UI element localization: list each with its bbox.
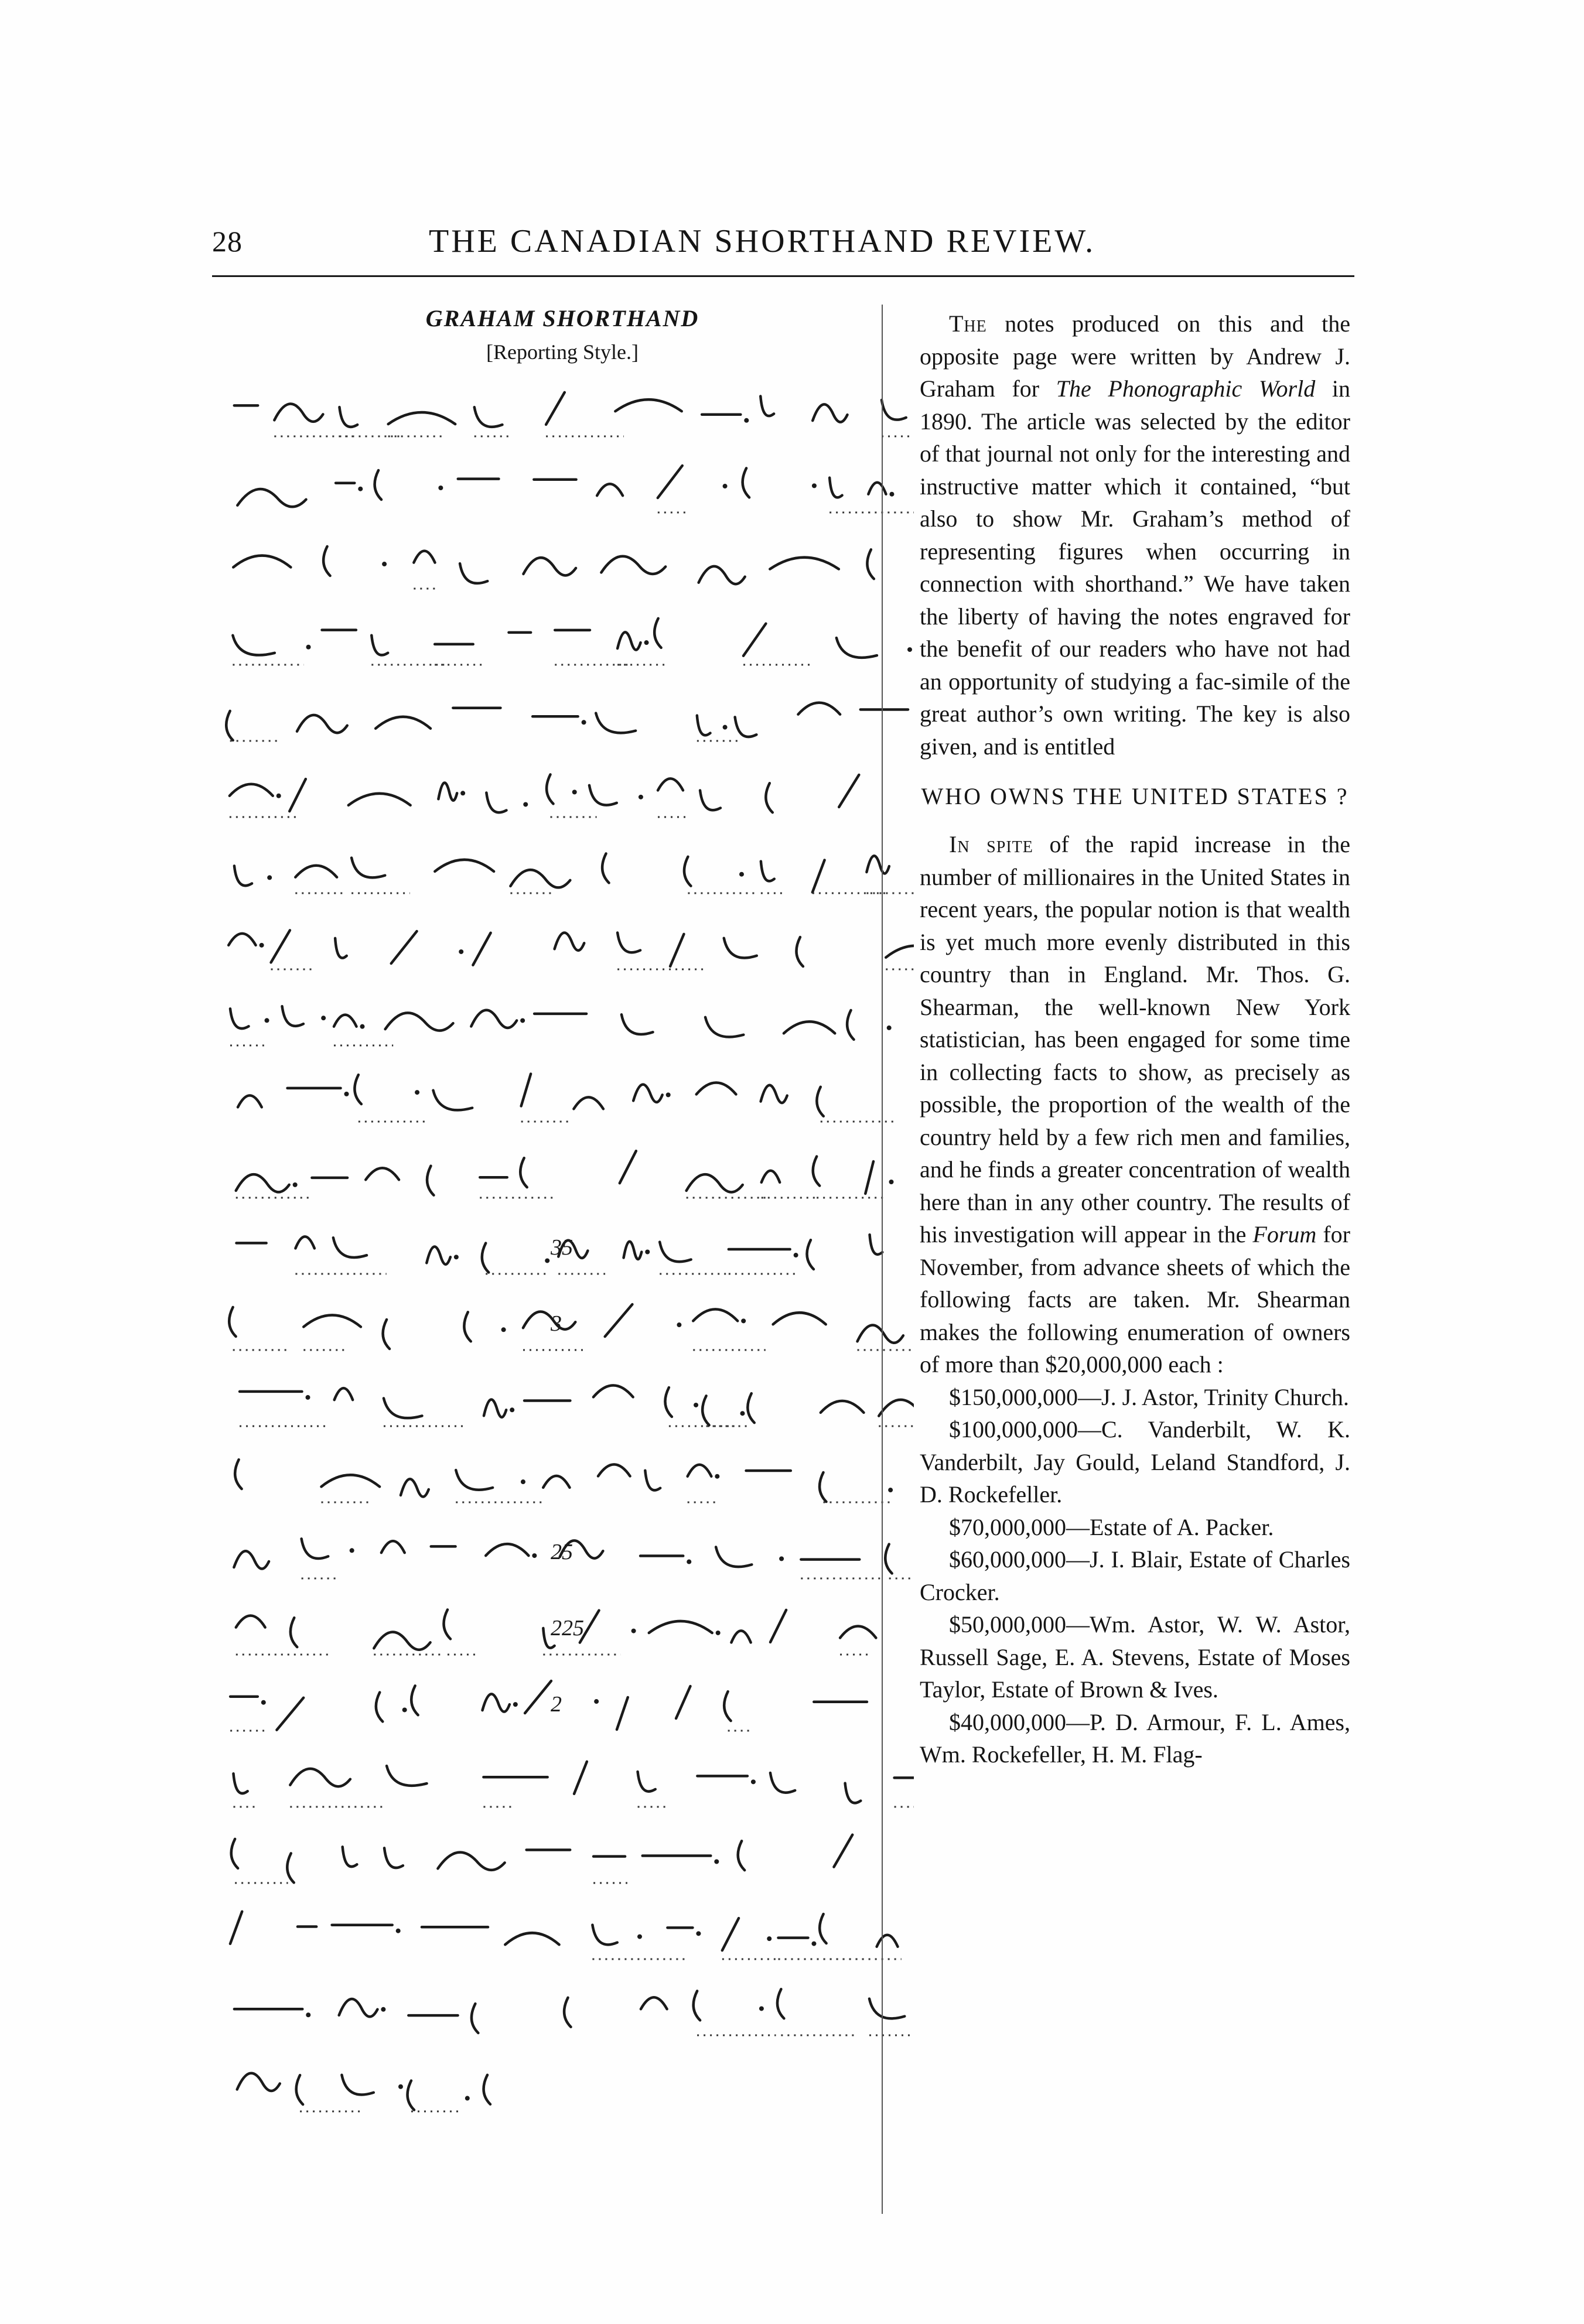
shorthand-stroke <box>349 794 411 805</box>
shorthand-stroke <box>474 407 503 427</box>
shorthand-stroke <box>684 857 691 886</box>
shorthand-stroke <box>649 1621 712 1633</box>
shorthand-stroke <box>342 2075 373 2095</box>
shorthand-stroke <box>234 866 252 886</box>
shorthand-stroke <box>484 1400 506 1417</box>
shorthand-stroke <box>426 1247 450 1264</box>
shorthand-stroke <box>796 937 803 966</box>
shorthand-dot <box>501 1327 506 1332</box>
shorthand-dot <box>677 1322 681 1327</box>
shorthand-stroke <box>743 624 766 656</box>
shorthand-stroke <box>705 1017 743 1037</box>
shorthand-dot <box>694 1403 698 1407</box>
owner-list-item: $60,000,000—J. I. Blair, Estate of Charles Crocker. <box>920 1546 1350 1605</box>
shorthand-stroke <box>761 862 774 881</box>
shorthand-stroke <box>482 1243 489 1272</box>
shorthand-dot <box>594 1699 599 1704</box>
shorthand-stroke <box>456 1470 493 1490</box>
shorthand-stroke <box>333 1238 367 1257</box>
shorthand-stroke <box>303 1315 361 1327</box>
shorthand-stroke <box>295 1236 314 1248</box>
shorthand-stroke <box>274 404 323 422</box>
shorthand-dot <box>344 1092 349 1096</box>
shorthand-stroke <box>229 1307 235 1337</box>
shorthand-stroke <box>867 549 873 579</box>
shorthand-dot <box>907 647 912 652</box>
shorthand-stroke <box>271 930 290 962</box>
shorthand-stroke <box>722 1918 739 1950</box>
shorthand-stroke <box>813 404 847 422</box>
owner-list-item: $100,000,000—C. Vanderbilt, W. K. Vanderbilt, Jay Gould, Leland Standford, J. D. Rockefeller. <box>920 1416 1350 1508</box>
shorthand-stroke <box>414 551 435 563</box>
shorthand-dot <box>350 1548 354 1553</box>
body-text: of the rapid increase in the number of millionaires in the United States in recent years, the popular notion is that wealth is yet much more evenly distributed in this country than in England. Mr. Thos. G. Shearman, the well-known New York statistician, has been engaged for some time in collecting facts to show, as precisely as possible, the proportion of the wealth of the country held by a few rich men and families, and he finds a greater concentration of wealth here than in any other country. The results of his investigation will appear in the <box>920 831 1351 1248</box>
shorthand-stroke <box>547 774 553 804</box>
shorthand-stroke <box>236 1174 289 1192</box>
shorthand-stroke <box>834 1835 852 1867</box>
shorthand-stroke <box>471 1010 517 1028</box>
shorthand-stroke <box>858 1325 903 1343</box>
shorthand-dot <box>521 1479 525 1484</box>
shorthand-stroke <box>296 2075 303 2104</box>
shorthand-stroke <box>435 860 494 872</box>
shorthand-dot <box>415 1090 419 1095</box>
shorthand-stroke <box>334 1388 353 1400</box>
shorthand-stroke <box>546 392 565 425</box>
shorthand-dot <box>794 1253 798 1257</box>
shorthand-stroke <box>521 1074 531 1106</box>
shorthand-stroke <box>523 1311 575 1329</box>
shorthand-stroke <box>697 1082 736 1094</box>
shorthand-stroke <box>738 1841 745 1870</box>
shorthand-dot <box>572 790 577 794</box>
shorthand-stroke <box>574 1762 587 1794</box>
column-divider <box>882 305 883 2214</box>
intro-paragraph <box>920 307 1350 763</box>
intro-lead: The <box>949 310 987 337</box>
shorthand-stroke <box>798 703 840 715</box>
shorthand-stroke <box>885 1544 892 1573</box>
shorthand-dot <box>687 1560 691 1564</box>
shorthand-stroke <box>845 1783 861 1803</box>
shorthand-stroke <box>658 466 682 498</box>
shorthand-stroke <box>615 399 681 411</box>
shorthand-stroke <box>766 783 772 812</box>
shorthand-stroke <box>624 1242 642 1259</box>
shorthand-stroke <box>444 1609 450 1639</box>
shorthand-stroke <box>821 1401 864 1413</box>
shorthand-dot <box>888 1488 893 1492</box>
shorthand-stroke <box>302 1539 329 1559</box>
shorthand-dot <box>740 1411 745 1416</box>
shorthand-stroke <box>381 1541 405 1553</box>
shorthand-dot <box>723 484 728 488</box>
shorthand-dot <box>889 492 894 497</box>
shorthand-stroke <box>597 484 623 495</box>
shorthand-stroke <box>882 400 906 420</box>
shorthand-stroke <box>694 1991 700 2020</box>
shorthand-stroke <box>438 1853 504 1870</box>
shorthand-stroke <box>520 1158 527 1187</box>
owner-list-item: $70,000,000—Estate of A. Packer. <box>949 1513 1274 1540</box>
shorthand-stroke <box>334 1015 357 1027</box>
shorthand-stroke <box>697 716 711 736</box>
shorthand-stroke <box>235 1460 241 1489</box>
shorthand-stroke <box>321 1475 380 1486</box>
shorthand-stroke <box>236 1616 265 1628</box>
shorthand-stroke <box>555 932 585 950</box>
shorthand-dot <box>545 1258 549 1263</box>
shorthand-stroke <box>820 1472 826 1502</box>
shorthand-stroke <box>375 470 381 500</box>
shorthand-stroke <box>840 1626 876 1638</box>
shorthand-stroke <box>724 1691 730 1721</box>
shorthand-subheading: [Reporting Style.] <box>486 340 639 364</box>
shorthand-dot <box>459 949 463 954</box>
shorthand-stroke <box>573 1097 603 1109</box>
shorthand-stroke <box>486 792 506 812</box>
shorthand-stroke <box>654 618 661 648</box>
shorthand-stroke <box>633 1085 663 1102</box>
shorthand-stroke <box>762 1171 780 1182</box>
shorthand-stroke <box>473 933 490 965</box>
shorthand-stroke <box>228 934 255 945</box>
shorthand-dot <box>276 794 281 798</box>
shorthand-stroke <box>297 715 347 733</box>
shorthand-stroke <box>460 563 487 583</box>
shorthand-stroke <box>676 1686 690 1718</box>
shorthand-notes-image <box>223 375 914 2220</box>
owner-list-item: $150,000,000—J. J. Astor, Trinity Church. <box>949 1383 1349 1410</box>
shorthand-stroke <box>770 1610 786 1642</box>
shorthand-stroke <box>525 1681 551 1713</box>
shorthand-stroke <box>747 1393 754 1423</box>
shorthand-dot <box>696 1931 701 1936</box>
shorthand-stroke <box>731 1631 750 1642</box>
shorthand-stroke <box>411 1686 418 1715</box>
shorthand-dot <box>639 795 643 799</box>
shorthand-stroke <box>602 853 609 883</box>
shorthand-stroke <box>770 558 839 569</box>
shorthand-stroke <box>290 1769 350 1786</box>
shorthand-dot <box>767 1936 771 1941</box>
shorthand-dot <box>260 943 264 948</box>
shorthand-stroke <box>282 1006 303 1026</box>
shorthand-stroke <box>433 1091 472 1110</box>
shorthand-stroke <box>387 1766 426 1786</box>
article-column <box>920 307 1350 1771</box>
shorthand-stroke <box>523 558 576 575</box>
shorthand-stroke <box>231 1839 238 1868</box>
shorthand-stroke <box>408 2081 414 2110</box>
shorthand-dot <box>631 1629 636 1633</box>
article-title: WHO OWNS THE UNITED STATES ? <box>921 783 1349 809</box>
shorthand-stroke <box>233 556 291 568</box>
shorthand-stroke <box>865 1161 873 1194</box>
shorthand-stroke <box>375 717 431 729</box>
shorthand-stroke <box>770 1773 795 1793</box>
shorthand-dot <box>715 1474 719 1479</box>
intro-text: notes produced on this and the opposite page were written by Andrew J. Graham for <box>920 310 1350 402</box>
shorthand-stroke <box>374 1632 430 1650</box>
shorthand-stroke <box>735 717 757 737</box>
shorthand-stroke <box>617 932 640 952</box>
shorthand-stroke <box>702 1396 709 1425</box>
shorthand-stroke <box>233 635 274 655</box>
page-number: 28 <box>212 225 243 258</box>
shorthand-stroke <box>484 2075 490 2104</box>
shorthand-stroke <box>886 946 914 958</box>
shorthand-stroke <box>472 2004 478 2033</box>
shorthand-stroke <box>505 1933 559 1944</box>
shorthand-stroke <box>427 1166 433 1195</box>
shorthand-dot <box>402 1707 407 1712</box>
shorthand-stroke <box>564 1998 571 2027</box>
shorthand-dot <box>265 1018 269 1023</box>
shorthand-dot <box>714 1859 719 1864</box>
shorthand-stroke <box>291 1618 297 1647</box>
shorthand-stroke <box>622 1014 653 1034</box>
shorthand-stroke <box>601 556 665 574</box>
shorthand-stroke <box>592 1925 617 1945</box>
shorthand-dot <box>887 1026 892 1030</box>
shorthand-dot <box>645 1250 650 1255</box>
shorthand-stroke <box>238 1095 262 1107</box>
owner-list-item: $50,000,000—Wm. Astor, W. W. Astor, Russell Sage, E. A. Stevens, Estate of Moses Taylor, Estate of Brown & Ives. <box>920 1611 1350 1703</box>
shorthand-dot <box>510 1407 514 1412</box>
shorthand-stroke <box>687 1174 743 1192</box>
shorthand-stroke <box>813 860 825 892</box>
shorthand-stroke <box>638 1772 656 1792</box>
shorthand-stroke <box>543 1476 569 1488</box>
shorthand-stroke <box>620 1151 636 1183</box>
owner-list-item: $40,000,000—P. D. Armour, F. L. Ames, Wm. Rockefeller, H. M. Flag- <box>920 1708 1350 1768</box>
shorthand-stroke <box>230 784 273 796</box>
shorthand-figure: 35 <box>551 1235 573 1260</box>
shorthand-stroke <box>438 783 457 801</box>
shorthand-dot <box>358 487 363 491</box>
shorthand-dot <box>723 725 728 730</box>
shorthand-dot <box>460 791 465 795</box>
shorthand-stroke <box>287 1853 293 1882</box>
body-text-cont: for November, from advance sheets of which the following facts are taken. Mr. Shearman makes the following enumeration of owners of more than $20,000,000 each : <box>920 1221 1351 1378</box>
shorthand-dot <box>306 1395 310 1400</box>
shorthand-dot <box>582 720 586 724</box>
shorthand-stroke <box>660 1242 691 1262</box>
shorthand-dot <box>716 1631 721 1635</box>
shorthand-stroke <box>351 858 385 878</box>
shorthand-stroke <box>761 1085 787 1103</box>
shorthand-dot <box>751 1779 756 1784</box>
shorthand-stroke <box>869 1999 904 2019</box>
shorthand-stroke <box>385 1013 453 1030</box>
shorthand-dot <box>666 1092 671 1097</box>
shorthand-stroke <box>784 1021 835 1033</box>
shorthand-stroke <box>230 1009 249 1028</box>
shorthand-dot <box>744 418 749 423</box>
shorthand-stroke <box>486 1544 528 1556</box>
shorthand-stroke <box>366 1168 399 1180</box>
shorthand-stroke <box>820 1914 826 1943</box>
shorthand-stroke <box>870 1235 883 1255</box>
shorthand-stroke <box>866 856 889 873</box>
shorthand-stroke <box>371 635 388 655</box>
shorthand-dot <box>306 2012 310 2017</box>
shorthand-stroke <box>339 1999 378 2017</box>
shorthand-stroke <box>230 1912 242 1944</box>
shorthand-stroke <box>323 546 330 576</box>
shorthand-stroke <box>743 468 749 497</box>
shorthand-stroke <box>645 1471 660 1491</box>
shorthand-stroke <box>879 1400 914 1417</box>
shorthand-stroke <box>237 2073 280 2091</box>
body-paragraph <box>920 828 1350 1381</box>
shorthand-figure: 3 <box>551 1311 562 1336</box>
shorthand-dot <box>360 1024 364 1029</box>
shorthand-figure: 225 <box>551 1616 584 1641</box>
shorthand-stroke <box>401 1479 429 1496</box>
shorthand-stroke <box>777 1989 784 2018</box>
header-rule <box>212 275 1354 277</box>
shorthand-dot <box>811 1942 816 1946</box>
shorthand-stroke <box>482 1694 509 1711</box>
shorthand-stroke <box>807 1240 814 1269</box>
shorthand-stroke <box>589 785 617 805</box>
intro-text-cont: in 1890. The article was selected by the editor of that journal not only for the interesting and instructive matter which it contained, “but also to show Mr. Graham’s method of representing figures when occurring in connection with shorthand.” We have taken the liberty of having the notes engraved for the benefit of our readers who have not had an opportunity of studying a fac-simile of the great author’s own writing. The key is also given, and is entitled <box>920 375 1350 760</box>
shorthand-dot <box>382 562 387 566</box>
shorthand-stroke <box>617 1697 628 1730</box>
shorthand-stroke <box>605 1304 633 1337</box>
shorthand-stroke <box>226 711 233 740</box>
shorthand-figure: 2 <box>551 1692 562 1717</box>
body-journal-title: Forum <box>1252 1221 1317 1248</box>
shorthand-stroke <box>837 638 877 658</box>
shorthand-dot <box>739 872 744 877</box>
shorthand-heading: GRAHAM SHORTHAND <box>425 305 699 331</box>
shorthand-dot <box>438 486 443 490</box>
shorthand-dot <box>532 1553 537 1558</box>
shorthand-dot <box>293 1182 298 1187</box>
shorthand-stroke <box>593 1385 633 1397</box>
shorthand-stroke <box>343 1847 357 1867</box>
shorthand-stroke <box>693 1309 738 1321</box>
shorthand-dot <box>759 2006 764 2011</box>
shorthand-dot <box>513 1702 518 1707</box>
shorthand-dot <box>523 802 528 806</box>
shorthand-stroke <box>464 1312 470 1341</box>
shorthand-dot <box>381 2007 385 2012</box>
shorthand-stroke <box>665 1387 671 1417</box>
shorthand-stroke <box>699 566 745 584</box>
shorthand-stroke <box>670 934 684 966</box>
shorthand-stroke <box>384 1848 403 1868</box>
shorthand-dot <box>454 1255 459 1259</box>
shorthand-stroke <box>617 632 640 650</box>
body-lead: In spite <box>949 831 1033 857</box>
shorthand-stroke <box>817 1087 823 1116</box>
shorthand-strokes <box>223 375 914 2220</box>
shorthand-dot <box>398 2084 403 2089</box>
shorthand-dot <box>396 1929 401 1933</box>
shorthand-dot <box>267 875 272 880</box>
shorthand-stroke <box>289 779 306 811</box>
shorthand-stroke <box>641 1997 667 2009</box>
shorthand-stroke <box>829 478 842 498</box>
shorthand-stroke <box>760 396 774 416</box>
shorthand-dot <box>321 1016 326 1020</box>
shorthand-dot <box>812 483 817 488</box>
shorthand-stroke <box>388 412 456 424</box>
shorthand-stroke <box>658 778 683 790</box>
shorthand-stroke <box>234 1551 269 1568</box>
shorthand-dot <box>741 1318 746 1323</box>
shorthand-dot <box>644 640 649 645</box>
shorthand-dot <box>520 1018 525 1023</box>
shorthand-stroke <box>384 1398 422 1418</box>
shorthand-stroke <box>773 1313 826 1324</box>
shorthand-stroke <box>354 1075 361 1104</box>
shorthand-stroke <box>510 870 570 887</box>
shorthand-dot <box>261 1700 266 1705</box>
shorthand-stroke <box>376 1692 383 1721</box>
shorthand-stroke <box>383 1320 390 1349</box>
shorthand-stroke <box>237 489 306 507</box>
shorthand-stroke <box>335 938 347 958</box>
shorthand-stroke <box>716 1547 752 1567</box>
shorthand-stroke <box>724 938 757 958</box>
shorthand-stroke <box>295 866 337 877</box>
shorthand-stroke <box>700 791 721 811</box>
shorthand-stroke <box>596 713 636 733</box>
shorthand-stroke <box>868 483 886 494</box>
shorthand-stroke <box>391 931 417 963</box>
shorthand-stroke <box>276 1698 303 1730</box>
running-head: THE CANADIAN SHORTHAND REVIEW. <box>429 223 1096 259</box>
shorthand-stroke <box>688 1465 712 1477</box>
shorthand-dot <box>465 2096 470 2101</box>
shorthand-stroke <box>233 1773 247 1793</box>
shorthand-stroke <box>847 1010 854 1040</box>
shorthand-dot <box>637 1935 642 1939</box>
shorthand-stroke <box>839 775 859 807</box>
shorthand-dot <box>779 1556 784 1561</box>
intro-journal-title: The Phonographic World <box>1056 375 1316 402</box>
shorthand-stroke <box>813 1157 820 1186</box>
shorthand-figure: 25 <box>551 1540 573 1564</box>
shorthand-stroke <box>598 1464 630 1476</box>
shorthand-stroke <box>877 1935 898 1947</box>
shorthand-stroke <box>339 407 357 427</box>
shorthand-dot <box>306 645 311 650</box>
shorthand-dot <box>889 1180 893 1184</box>
